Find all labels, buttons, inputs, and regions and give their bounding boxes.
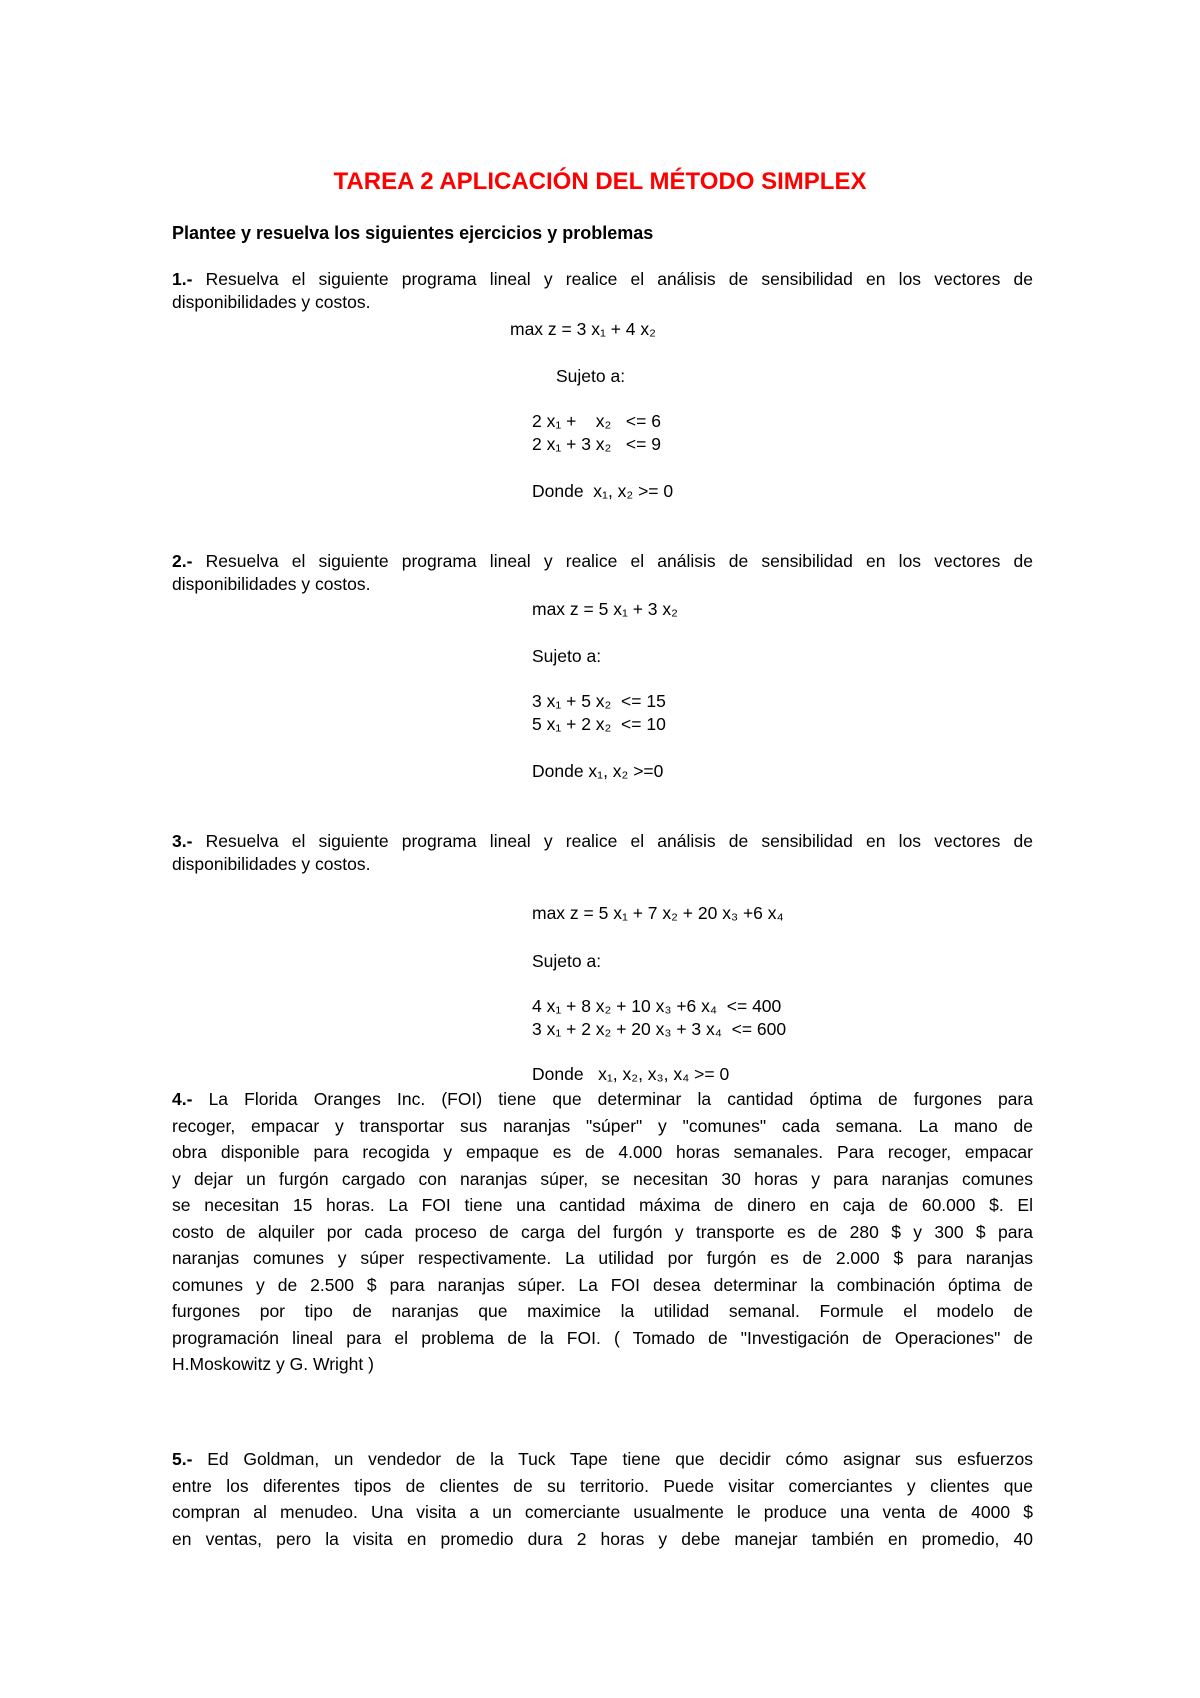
problem-5-line: 5.- Ed Goldman, un vendedor de la Tuck Tape tiene que decidir cómo asignar sus esfuerzos [172, 1449, 1033, 1469]
problem-2-statement [172, 550, 1033, 596]
problem-2-constraint-1: 3 x₁ + 5 x₂ <= 15 [532, 691, 666, 711]
problem-2-domain: Donde x₁, x₂ >=0 [532, 761, 664, 781]
problem-4-line: naranjas comunes y súper respectivamente. La utilidad por furgón es de 2.000 $ para naranjas [172, 1248, 1033, 1268]
problem-1-domain: Donde x₁, x₂ >= 0 [532, 481, 674, 501]
problem-1-constraint-1: 2 x₁ + x₂ <= 6 [532, 411, 661, 431]
problem-4-line: comunes y de 2.500 $ para naranjas súper. La FOI desea determinar la combinación óptima de [172, 1274, 1033, 1295]
problem-2-constraint-2: 5 x₁ + 2 x₂ <= 10 [532, 714, 666, 734]
problem-5-line: entre los diferentes tipos de clientes de su territorio. Puede visitar comerciantes y clientes que [172, 1475, 1033, 1496]
problem-1-objective: max z = 3 x₁ + 4 x₂ [510, 319, 656, 339]
problem-1-subject-to: Sujeto a: [556, 366, 626, 386]
problem-3-subject-to: Sujeto a: [532, 951, 602, 971]
problem-1-number: 1.- [172, 269, 193, 289]
problem-3-constraint-1: 4 x₁ + 8 x₂ + 10 x₃ +6 x₄ <= 400 [532, 996, 782, 1016]
problem-5-number: 5.- [172, 1449, 193, 1469]
problem-4-line: 4.- La Florida Oranges Inc. (FOI) tiene que determinar la cantidad óptima de furgones para [172, 1089, 1033, 1109]
problem-2-intro: Resuelva el siguiente programa lineal y realice el análisis de sensibilidad en los vectores de disponibilidades y costos. [172, 551, 1033, 594]
problem-4-line: furgones por tipo de naranjas que maximice la utilidad semanal. Formule el modelo de [172, 1301, 1033, 1321]
problem-3-constraint-2: 3 x₁ + 2 x₂ + 20 x₃ + 3 x₄ <= 600 [532, 1019, 787, 1039]
problem-4-line: recoger, empacar y transportar sus naranjas "súper" y "comunes" cada semana. La mano de [172, 1115, 1033, 1136]
problem-3-objective: max z = 5 x₁ + 7 x₂ + 20 x₃ +6 x₄ [532, 903, 784, 923]
page-title: TAREA 2 APLICACIÓN DEL MÉTODO SIMPLEX [333, 168, 867, 195]
problem-5-statement [172, 1446, 1033, 1552]
problem-4-line: obra disponible para recogida y empaque es de 4.000 horas semanales. Para recoger, empacar [172, 1142, 1033, 1162]
problem-4-line: programación lineal para el problema de la FOI. ( Tomado de "Investigación de Operaciones" de [172, 1327, 1033, 1348]
problem-1-constraint-2: 2 x₁ + 3 x₂ <= 9 [532, 434, 661, 454]
problem-2-objective: max z = 5 x₁ + 3 x₂ [532, 599, 678, 619]
problem-4-number: 4.- [172, 1089, 193, 1109]
problem-4-line: y dejar un furgón cargado con naranjas súper, se necesitan 30 horas y para naranjas comunes [172, 1168, 1033, 1189]
problem-1-statement [172, 268, 1033, 314]
problem-3-domain: Donde x₁, x₂, x₃, x₄ >= 0 [532, 1064, 730, 1084]
problem-2-subject-to: Sujeto a: [532, 646, 602, 666]
problem-4-line: H.Moskowitz y G. Wright ) [172, 1354, 374, 1374]
instructions-subtitle: Plantee y resuelva los siguientes ejercicios y problemas [172, 223, 654, 243]
problem-4-line: se necesitan 15 horas. La FOI tiene una cantidad máxima de dinero en caja de 60.000 $. El [172, 1195, 1033, 1215]
problem-1-intro: Resuelva el siguiente programa lineal y realice el análisis de sensibilidad en los vectores de disponibilidades y costos. [172, 269, 1033, 312]
problem-4-line: costo de alquiler por cada proceso de carga del furgón y transporte es de 280 $ y 300 $ para [172, 1221, 1033, 1242]
problem-2-number: 2.- [172, 551, 193, 571]
problem-5-line: en ventas, pero la visita en promedio dura 2 horas y debe manejar también en promedio, 40 [172, 1528, 1033, 1549]
problem-5-line: compran al menudeo. Una visita a un comerciante usualmente le produce una venta de 4000 $ [172, 1502, 1033, 1522]
problem-4-statement [172, 1086, 1033, 1378]
problem-3-statement [172, 830, 1033, 876]
problem-3-intro: Resuelva el siguiente programa lineal y realice el análisis de sensibilidad en los vectores de disponibilidades y costos. [172, 831, 1033, 874]
problem-3-number: 3.- [172, 831, 193, 851]
